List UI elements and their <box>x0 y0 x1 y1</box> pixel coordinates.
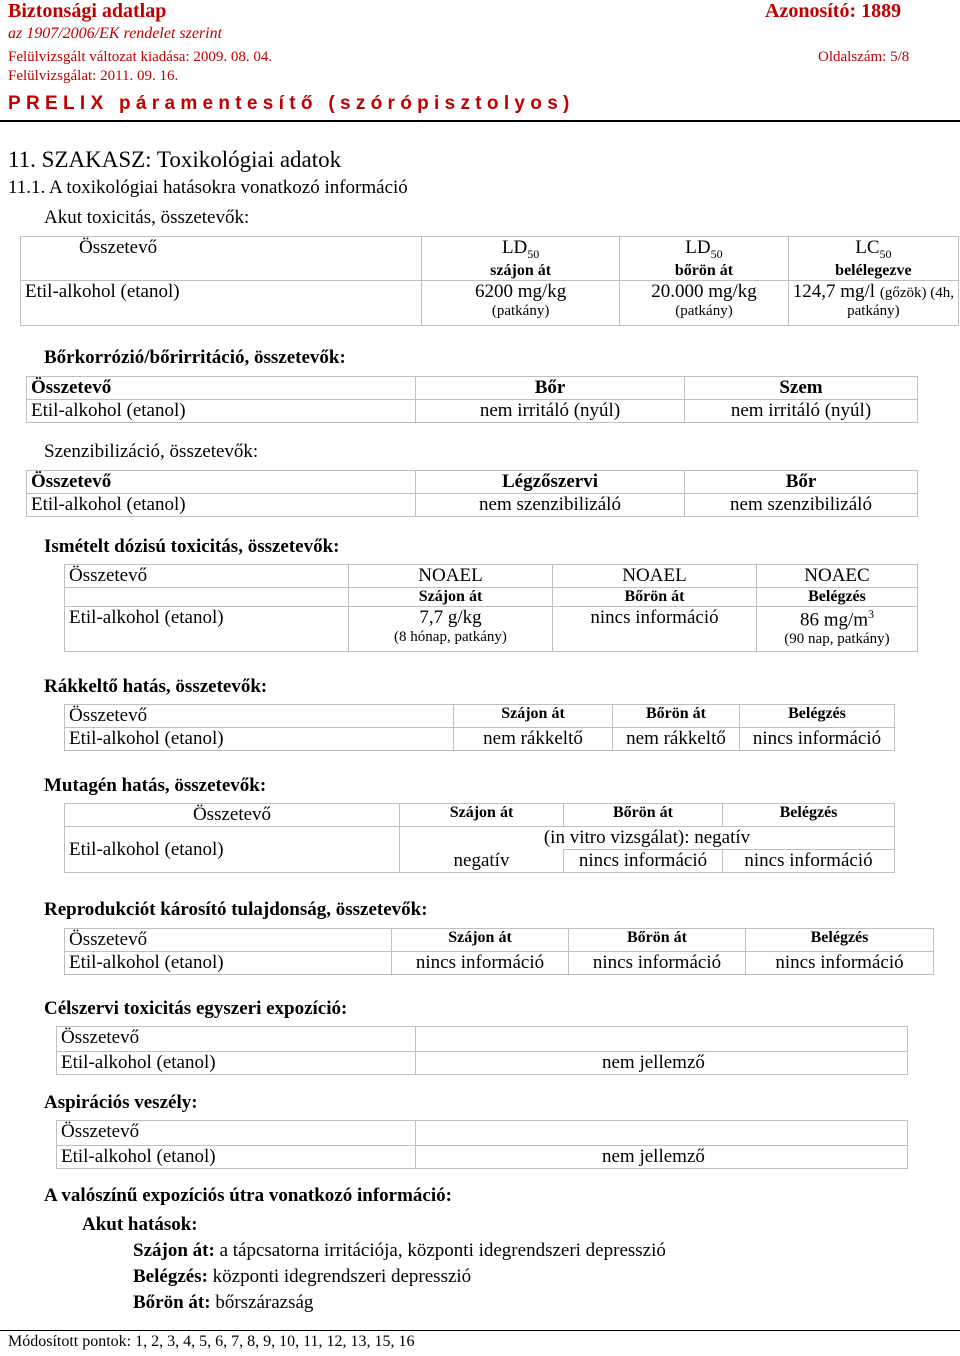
table-row <box>21 262 959 281</box>
value: nincs információ <box>564 850 723 873</box>
identifier: Azonosító: 1889 <box>765 0 902 22</box>
stot-table <box>56 1026 908 1075</box>
col-header: LC <box>855 237 880 258</box>
repeat-heading: Ismételt dózisú toxicitás, összetevők: <box>44 536 340 557</box>
table-row <box>57 1027 908 1052</box>
section-title: 11. SZAKASZ: Toxikológiai adatok <box>8 147 342 172</box>
value: 6200 mg/kg <box>474 280 567 302</box>
skin-label: Bőrön át: <box>133 1292 211 1313</box>
table-row <box>57 1146 908 1169</box>
value: nincs információ <box>746 952 934 975</box>
value-note: patkány) <box>847 302 900 319</box>
carc-table <box>64 704 895 751</box>
col-header: Bőrön át <box>569 929 746 952</box>
value-note: (gőzök) (4h, <box>879 284 954 301</box>
acute-effects-label: Akut hatások: <box>82 1214 198 1235</box>
col-header: Összetevő <box>65 929 392 952</box>
inhalation-text: központi idegrendszeri depresszió <box>207 1266 472 1287</box>
document-title: Biztonsági adatlap <box>8 0 167 22</box>
value: nincs információ <box>723 850 895 873</box>
product-name: PRELIX páramentesítő (szórópisztolyos) <box>8 93 575 114</box>
col-header: Bőrön át <box>564 804 723 827</box>
table-row <box>65 588 918 607</box>
skin-heading: Bőrkorrózió/bőrirritáció, összetevők: <box>44 347 346 368</box>
ingredient-name: Etil-alkohol (etanol) <box>65 607 349 652</box>
review-date: Felülvizsgálat: 2011. 09. 16. <box>8 68 179 84</box>
table-row <box>21 280 959 325</box>
value: 20.000 mg/kg <box>651 280 757 302</box>
table-row <box>65 952 934 975</box>
col-header: Összetevő <box>27 377 416 400</box>
col-header: Bőr <box>685 471 918 494</box>
modified-points: Módosított pontok: 1, 2, 3, 4, 5, 6, 7, 8, 9, 10, 11, 12, 13, 15, 16 <box>8 1333 415 1350</box>
ingredient-name: Etil-alkohol (etanol) <box>27 400 416 423</box>
table-row <box>65 827 895 850</box>
table-row <box>27 377 918 400</box>
skin-table <box>26 376 918 423</box>
ingredient-name: Etil-alkohol (etanol) <box>57 1146 416 1169</box>
col-header: Bőr <box>416 377 685 400</box>
inhalation-label: Belégzés: <box>133 1266 208 1287</box>
ingredient-name: Etil-alkohol (etanol) <box>65 952 392 975</box>
regulation: az 1907/2006/EK rendelet szerint <box>8 25 223 42</box>
muta-heading: Mutagén hatás, összetevők: <box>44 775 267 796</box>
value: nem irritáló (nyúl) <box>685 400 918 423</box>
value-note: (90 nap, patkány) <box>784 631 890 648</box>
ingredient-name: Etil-alkohol (etanol) <box>25 280 180 302</box>
table-row <box>57 1121 908 1146</box>
col-header: Összetevő <box>57 1121 416 1146</box>
acute-table <box>20 236 959 326</box>
footer-divider <box>0 1330 960 1331</box>
value: nem szenzibilizáló <box>416 494 685 517</box>
section-subtitle: 11.1. A toxikológiai hatásokra vonatkozó információ <box>8 177 408 198</box>
col-header: Szájon át <box>400 804 564 827</box>
col-header: NOAEL <box>349 565 553 588</box>
value: 7,7 g/kg <box>419 607 482 628</box>
carc-heading: Rákkeltő hatás, összetevők: <box>44 676 268 697</box>
col-header: Szájon át <box>454 705 613 728</box>
value-note: (8 hónap, patkány) <box>394 629 507 645</box>
col-header: Bőrön át <box>613 705 740 728</box>
muta-table <box>64 803 895 873</box>
route-label: belélegezve <box>788 262 958 281</box>
value: nincs információ <box>553 607 757 652</box>
value: nincs információ <box>392 952 569 975</box>
value: nem szenzibilizáló <box>685 494 918 517</box>
col-header: Összetevő <box>65 705 454 728</box>
route-label: Bőrön át <box>553 588 757 607</box>
value-note: (patkány) <box>491 302 550 319</box>
table-row <box>21 237 959 262</box>
exposure-heading: A valószínű expozíciós útra vonatkozó információ: <box>44 1185 452 1206</box>
value-sup: 3 <box>868 607 875 621</box>
oral-label: Szájon át: <box>133 1240 215 1261</box>
inhalation-effect <box>133 1266 471 1288</box>
col-sub: 50 <box>879 246 892 261</box>
value: nem rákkeltő <box>454 728 613 751</box>
ingredient-name: Etil-alkohol (etanol) <box>65 827 400 873</box>
col-header: Belégzés <box>740 705 895 728</box>
route-label: szájon át <box>422 262 620 281</box>
repro-table <box>64 928 934 975</box>
ingredient-name: Etil-alkohol (etanol) <box>27 494 416 517</box>
value: nem jellemző <box>416 1146 908 1169</box>
asp-heading: Aspirációs veszély: <box>44 1092 198 1113</box>
value: nem irritáló (nyúl) <box>416 400 685 423</box>
col-header: NOAEL <box>553 565 757 588</box>
sens-table <box>26 470 918 517</box>
table-row <box>65 728 895 751</box>
table-row <box>57 1052 908 1075</box>
repeat-table <box>64 564 918 652</box>
table-row <box>65 607 918 652</box>
col-header: LD <box>685 237 711 258</box>
skin-text: bőrszárazság <box>210 1292 314 1313</box>
col-header: Belégzés <box>723 804 895 827</box>
route-label: Belégzés <box>757 588 918 607</box>
table-row <box>65 804 895 827</box>
route-label: bőrön át <box>620 262 789 281</box>
col-header: NOAEC <box>757 565 918 588</box>
route-label: Szájon át <box>349 588 553 607</box>
value: 124,7 mg/l <box>792 280 876 302</box>
value: nem rákkeltő <box>613 728 740 751</box>
sens-heading: Szenzibilizáció, összetevők: <box>44 441 259 462</box>
table-row <box>27 494 918 517</box>
value: 86 mg/m <box>799 609 869 631</box>
acute-heading: Akut toxicitás, összetevők: <box>44 207 250 228</box>
page-number: Oldalszám: 5/8 <box>818 49 910 65</box>
header-divider <box>0 120 960 122</box>
revised-version-date: Felülvizsgált változat kiadása: 2009. 08. 04. <box>8 49 273 65</box>
col-header: Légzőszervi <box>416 471 685 494</box>
col-header: Összetevő <box>65 565 349 588</box>
value: (in vitro vizsgálat): negatív <box>400 827 895 850</box>
col-sub: 50 <box>527 246 540 261</box>
stot-heading: Célszervi toxicitás egyszeri expozíció: <box>44 998 348 1019</box>
col-sub: 50 <box>710 246 723 261</box>
ingredient-name: Etil-alkohol (etanol) <box>65 728 454 751</box>
oral-text: a tápcsatorna irritációja, központi idegrendszeri depresszió <box>214 1240 666 1261</box>
col-header: Szem <box>685 377 918 400</box>
value: nincs információ <box>569 952 746 975</box>
asp-table <box>56 1120 908 1169</box>
value: nincs információ <box>740 728 895 751</box>
col-header: Összetevő <box>79 237 158 258</box>
col-header: LD <box>501 237 528 258</box>
value: nem jellemző <box>416 1052 908 1075</box>
table-row <box>65 565 918 588</box>
ingredient-name: Etil-alkohol (etanol) <box>57 1052 416 1075</box>
table-row <box>65 705 895 728</box>
col-header: Összetevő <box>27 471 416 494</box>
table-row <box>65 929 934 952</box>
col-header: Szájon át <box>392 929 569 952</box>
value-note: (patkány) <box>675 302 733 319</box>
col-header: Összetevő <box>57 1027 416 1052</box>
repro-heading: Reprodukciót károsító tulajdonság, összetevők: <box>44 899 428 920</box>
table-row <box>27 471 918 494</box>
oral-effect <box>133 1240 666 1262</box>
skin-effect <box>133 1292 313 1314</box>
col-header: Belégzés <box>746 929 934 952</box>
value: negatív <box>400 850 564 873</box>
table-row <box>27 400 918 423</box>
col-header: Összetevő <box>65 804 400 827</box>
